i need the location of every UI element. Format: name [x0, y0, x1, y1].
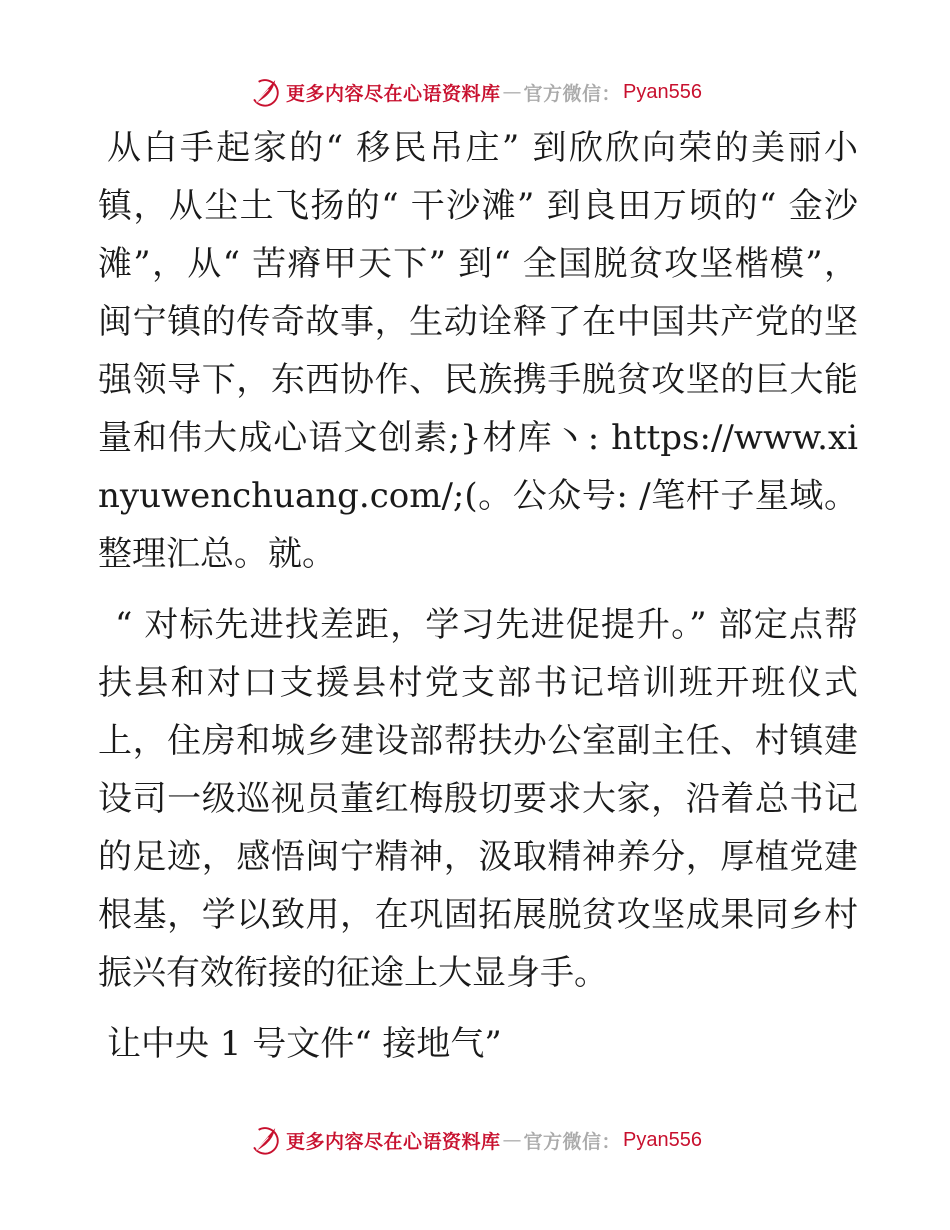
paragraph-1: 从白手起家的“ 移民吊庄” 到欣欣向荣的美丽小镇，从尘土飞扬的“ 干沙滩” 到良田万顷的“ 金沙滩”，从“ 苦瘠甲天下” 到“ 全国脱贫攻坚楷模”，闽宁镇的传奇故事，生动诠释了在中国共产党的坚强领导下，东西协作、民族携手脱贫攻坚的巨大能量和伟大成心语文创素;}材库丶: https://www.xinyuwenchuang.com/;(。公众号: /笔杆子星域。整理汇总。就。	[98, 128, 858, 574]
paragraph-2: “ 对标先进找差距，学习先进促提升。” 部定点帮扶县和对口支援县村党支部书记培训班开班仪式上，住房和城乡建设部帮扶办公室副主任、村镇建设司一级巡视员董红梅殷切要求大家，沿着总书记的足迹，感悟闽宁精神，汲取精神养分，厚植党建根基，学以致用，在巩固拓展脱贫攻坚成果同乡村振兴有效衔接的征途上大显身手。	[98, 605, 858, 993]
footer-banner	[0, 1120, 950, 1160]
footer-contact-label: 官方微信：	[523, 1130, 622, 1153]
header-contact-label: 官方微信：	[523, 82, 622, 105]
header-dash: —	[502, 81, 522, 103]
footer-contact-id: Pyan556	[623, 1128, 702, 1151]
paragraph-3: 让中央 1 号文件“ 接地气”	[107, 1024, 502, 1064]
footer-dash: —	[502, 1129, 522, 1151]
header-slogan: 更多内容尽在心语资料库	[286, 82, 501, 105]
document-body	[98, 119, 858, 1073]
header-contact-id: Pyan556	[623, 80, 702, 103]
footer-slogan: 更多内容尽在心语资料库	[286, 1130, 501, 1153]
feather-pen-logo-icon	[248, 75, 282, 109]
feather-pen-logo-icon	[248, 1123, 282, 1157]
header-banner	[0, 72, 950, 112]
